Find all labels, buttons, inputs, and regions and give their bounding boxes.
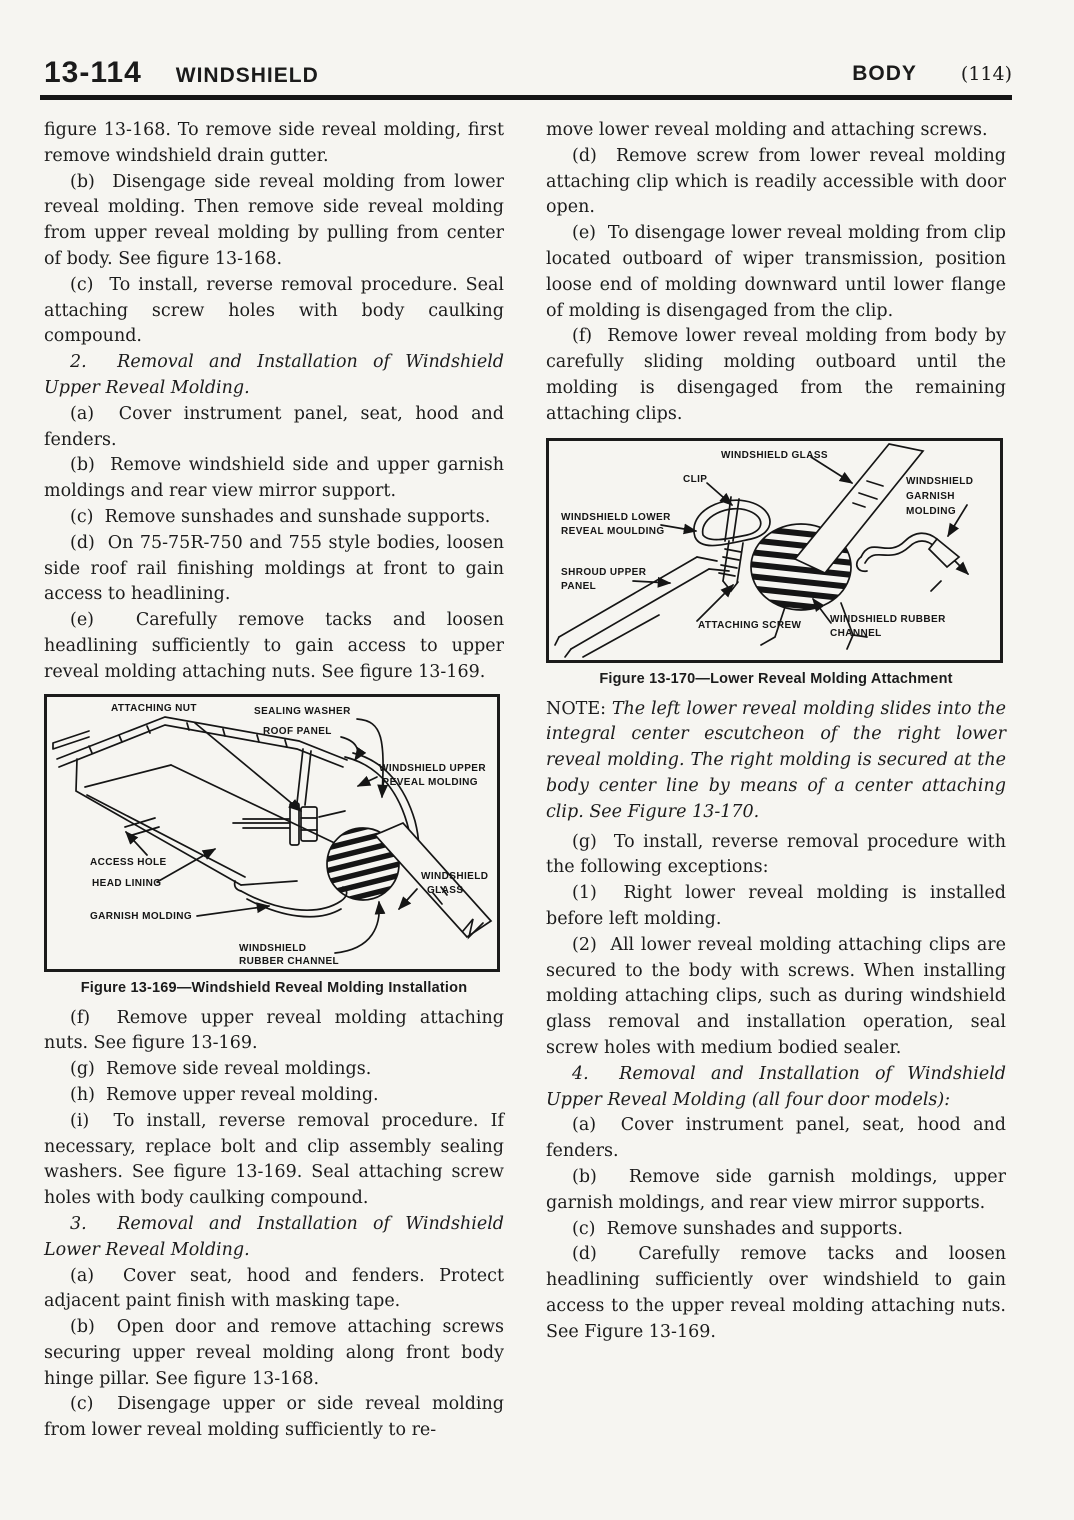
label-garnish-molding: MOLDING: [906, 505, 957, 517]
section-title: WINDSHIELD: [175, 64, 319, 87]
header-left: [44, 56, 319, 90]
paragraph: (f) Remove lower reveal molding from body by carefully sliding molding outboard until the molding is disengaged from the remaining attaching clips.: [546, 326, 1006, 424]
paragraph: (b) Disengage side reveal molding from lower reveal molding. Then remove side reveal molding from upper reveal molding by pulling from center of body. See figure 13-168.: [44, 171, 504, 269]
paragraph: figure 13-168. To remove side reveal molding, first remove windshield drain gutter.: [44, 120, 504, 166]
label-windshield-glass: GLASS: [427, 884, 464, 896]
label-clip: CLIP: [683, 473, 708, 485]
label-shroud-upper-panel: PANEL: [561, 580, 597, 592]
paragraph: (c) Remove sunshades and sunshade supports.: [70, 506, 491, 527]
paragraph: (i) To install, reverse removal procedure. If necessary, replace bolt and clip assembly sealing washers. See figure 13-169. Seal attaching screw holes with body caulking compound.: [44, 1110, 504, 1209]
paragraph: (f) Remove upper reveal molding attaching nuts. See figure 13-169.: [44, 1007, 504, 1054]
section-heading: 2. Removal and Installation of Windshield Upper Reveal Molding.: [44, 352, 504, 398]
label-upper-reveal-molding: REVEAL MOLDING: [382, 776, 478, 788]
note-paragraph: [546, 697, 1006, 826]
label-rubber-channel: CHANNEL: [830, 627, 882, 639]
label-lower-reveal-moulding: REVEAL MOULDING: [561, 525, 665, 537]
note-text: The left lower reveal molding slides into the integral center escutcheon of the right lower reveal molding. The right molding is secured at the body center line by means of a center attaching clip. See Figure 13-170.: [546, 698, 1006, 822]
label-windshield-glass: WINDSHIELD: [421, 870, 489, 882]
book-title: BODY: [852, 62, 917, 85]
label-access-hole: ACCESS HOLE: [90, 856, 167, 868]
paragraph: (a) Cover instrument panel, seat, hood and fenders.: [44, 403, 504, 450]
label-sealing-washer: SEALING WASHER: [254, 705, 351, 717]
label-lower-reveal-moulding: WINDSHIELD LOWER: [561, 511, 671, 523]
paragraph: (1) Right lower reveal molding is installed before left molding.: [546, 883, 1006, 929]
label-upper-reveal-molding: WINDSHIELD UPPER: [379, 762, 486, 774]
label-windshield-glass: WINDSHIELD GLASS: [721, 449, 828, 461]
right-column: [546, 118, 1006, 1345]
paragraph: (a) Cover seat, hood and fenders. Protect adjacent paint finish with masking tape.: [44, 1265, 504, 1312]
label-garnish-molding: GARNISH MOLDING: [90, 910, 193, 922]
label-head-lining: HEAD LINING: [92, 877, 162, 889]
page-number: (114): [960, 63, 1012, 85]
section-code: 13-114: [44, 56, 142, 89]
label-rubber-channel: RUBBER CHANNEL: [239, 955, 340, 967]
paragraph: (b) Open door and remove attaching screws securing upper reveal molding along front body hinge pillar. See figure 13-168.: [44, 1317, 504, 1389]
paragraph: (b) Remove side garnish moldings, upper garnish moldings, and rear view mirror supports.: [546, 1166, 1006, 1213]
paragraph: (d) On 75-75R-750 and 755 style bodies, loosen side roof rail finishing moldings at front to gain access to headlining.: [44, 532, 504, 605]
label-garnish-molding: GARNISH: [906, 490, 955, 502]
paragraph: (2) All lower reveal molding attaching clips are secured to the body with screws. When installing molding attaching clips, such as during windshield glass removal and installation operation, seal screw holes with medium bodied sealer.: [546, 934, 1006, 1058]
paragraph: (g) Remove side reveal moldings.: [70, 1059, 372, 1080]
label-rubber-channel: WINDSHIELD RUBBER: [830, 613, 946, 625]
figure-13-169-caption: Figure 13-169—Windshield Reveal Molding Installation: [80, 979, 468, 996]
paragraph: (a) Cover instrument panel, seat, hood and fenders.: [546, 1115, 1006, 1162]
figure-13-169-art: [47, 697, 497, 969]
note-label: NOTE:: [546, 698, 607, 719]
paragraph: (c) Disengage upper or side reveal molding from lower reveal molding sufficiently to re-: [44, 1394, 504, 1441]
label-garnish-molding: WINDSHIELD: [906, 475, 974, 487]
paragraph: (c) Remove sunshades and supports.: [572, 1218, 903, 1239]
label-roof-panel: ROOF PANEL: [263, 725, 332, 737]
figure-13-170: [546, 438, 1003, 663]
paragraph: (d) Remove screw from lower reveal molding attaching clip which is readily accessible with door open.: [546, 145, 1006, 218]
label-rubber-channel: WINDSHIELD: [239, 942, 307, 954]
paragraph: (g) To install, reverse removal procedure with the following exceptions:: [546, 831, 1006, 878]
figure-13-170-caption: Figure 13-170—Lower Reveal Molding Attachment: [599, 670, 953, 687]
paragraph: (h) Remove upper reveal molding.: [70, 1084, 379, 1105]
figure-13-169: [44, 694, 500, 972]
left-column: [44, 118, 504, 1444]
paragraph: (b) Remove windshield side and upper garnish moldings and rear view mirror support.: [44, 455, 504, 502]
paragraph: move lower reveal molding and attaching screws.: [546, 120, 988, 140]
section-heading: 4. Removal and Installation of Windshield Upper Reveal Molding (all four door models):: [546, 1063, 1006, 1110]
label-shroud-upper-panel: SHROUD UPPER: [561, 566, 647, 578]
label-attaching-nut: ATTACHING NUT: [111, 702, 197, 714]
label-attaching-screw: ATTACHING SCREW: [698, 619, 802, 631]
paragraph: (e) Carefully remove tacks and loosen headlining sufficiently to gain access to upper reveal molding attaching nuts. See figure 13-169.: [44, 610, 504, 682]
paragraph: (e) To disengage lower reveal molding from clip located outboard of wiper transmission, position loose end of molding downward until lower flange of molding is disengaged from the clip.: [546, 223, 1006, 321]
paragraph: (d) Carefully remove tacks and loosen headlining sufficiently over windshield to gain access to the upper reveal molding attaching nuts. See Figure 13-169.: [546, 1244, 1006, 1342]
header-rule: [40, 95, 1012, 100]
paragraph: (c) To install, reverse removal procedure. Seal attaching screw holes with body caulking compound.: [44, 274, 504, 347]
header-right: [852, 62, 1012, 86]
section-heading: 3. Removal and Installation of Windshield Lower Reveal Molding.: [44, 1213, 504, 1260]
